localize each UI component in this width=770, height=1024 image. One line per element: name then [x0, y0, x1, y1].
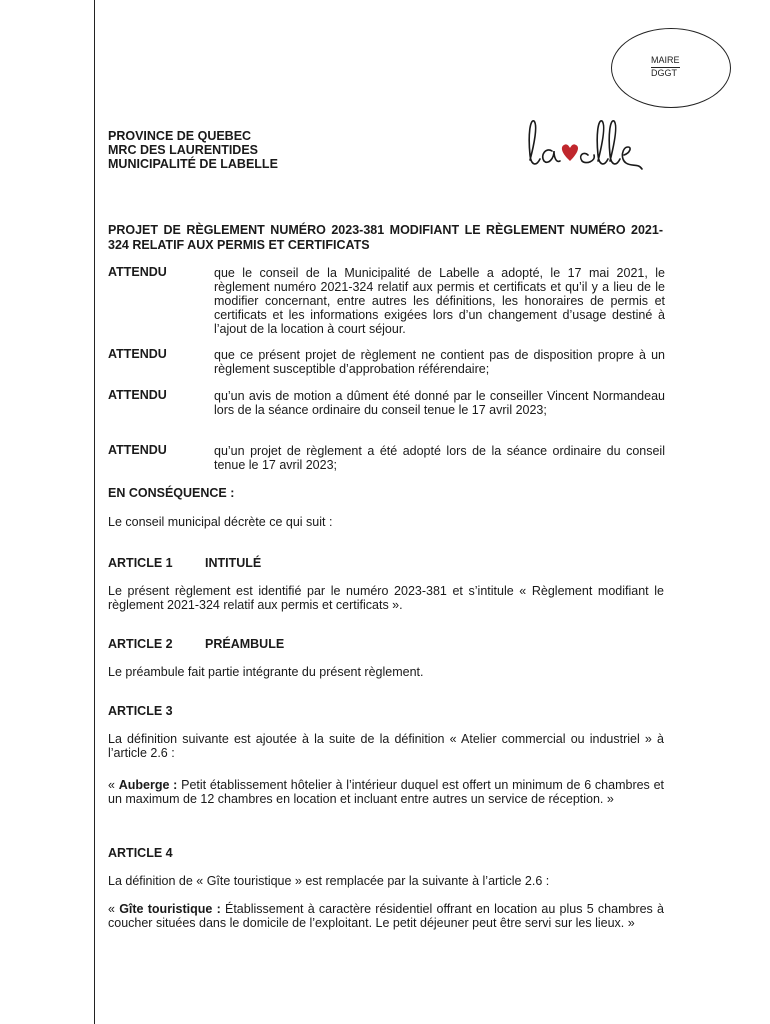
heart-icon	[562, 144, 578, 161]
article-4-intro: La définition de « Gîte touristique » est remplacée par la suivante à l’article 2.6 :	[108, 874, 550, 888]
header-mrc: MRC DES LAURENTIDES	[108, 143, 259, 157]
article-3-intro: La définition suivante est ajoutée à la suite de la définition « Atelier commercial ou industriel » à l’article 2.6 :	[108, 732, 664, 760]
stamp-line-dggt: DGGT	[651, 68, 677, 78]
quote-open: «	[108, 778, 119, 792]
article-4-heading	[108, 846, 173, 860]
article-1-heading	[108, 556, 262, 570]
consequence-heading: EN CONSÉQUENCE :	[108, 486, 235, 500]
attendu-label-2: ATTENDU	[108, 347, 167, 361]
attendu-text-4: qu’un projet de règlement a été adopté lors de la séance ordinaire du conseil tenue le 17 avril 2023;	[214, 444, 665, 472]
stamp-line-maire: MAIRE	[651, 55, 680, 68]
decree-text: Le conseil municipal décrète ce qui suit :	[108, 515, 333, 529]
attendu-text-1: que le conseil de la Municipalité de Labelle a adopté, le 17 mai 2021, le règlement numéro 2021-324 relatif aux permis et certificats et qu’il y a lieu de le modifier concernant, entre autres les définitions, les honoraires de permis et certificats et les informations exigées lors d’un changement d’usage destiné à l’ajout de la location à court séjour.	[214, 266, 665, 336]
labelle-logo	[522, 115, 646, 175]
article-3-number: ARTICLE 3	[108, 704, 173, 718]
article-1-text: Le présent règlement est identifié par le numéro 2023-381 et s’intitule « Règlement modifiant le règlement 2021-324 relatif aux permis et certificats ».	[108, 584, 664, 612]
term-auberge: Auberge :	[118, 778, 178, 792]
definition-auberge: Petit établissement hôtelier à l’intérieur duquel est offert un minimum de 6 chambres et un maximum de 12 chambres en location et incluant entre autres un service de réception. »	[108, 778, 664, 806]
article-4-definition	[108, 902, 664, 930]
article-2-text: Le préambule fait partie intégrante du présent règlement.	[108, 665, 424, 679]
header-municipality: MUNICIPALITÉ DE LABELLE	[108, 157, 278, 171]
attendu-label-1: ATTENDU	[108, 265, 167, 279]
article-1-number: ARTICLE 1	[108, 556, 173, 570]
article-3-heading	[108, 704, 173, 718]
article-4-number: ARTICLE 4	[108, 846, 173, 860]
article-3-definition	[108, 778, 664, 806]
article-2-number: ARTICLE 2	[108, 637, 173, 651]
attendu-label-3: ATTENDU	[108, 388, 167, 402]
header-province: PROVINCE DE QUEBEC	[108, 129, 252, 143]
attendu-text-3: qu’un avis de motion a dûment été donné par le conseiller Vincent Normandeau lors de la séance ordinaire du conseil tenue le 17 avril 2023;	[214, 389, 665, 417]
article-2-title: PRÉAMBULE	[205, 637, 285, 651]
attendu-text-2: que ce présent projet de règlement ne contient pas de disposition propre à un règlement susceptible d’approbation référendaire;	[214, 348, 665, 376]
article-2-heading	[108, 637, 285, 651]
quote-open: «	[108, 902, 120, 916]
attendu-label-4: ATTENDU	[108, 443, 167, 457]
document-title: PROJET DE RÈGLEMENT NUMÉRO 2023-381 MODIFIANT LE RÈGLEMENT NUMÉRO 2021-324 RELATIF AUX PERMIS ET CERTIFICATS	[108, 223, 663, 252]
margin-line	[94, 0, 95, 1024]
term-gite-touristique: Gîte touristique :	[119, 902, 221, 916]
document-header	[108, 129, 278, 171]
stamp-text	[651, 55, 680, 79]
definition-gite-touristique: Établissement à caractère résidentiel offrant en location au plus 5 chambres à coucher situées dans le domicile de l’exploitant. Le petit déjeuner peut être servi sur les lieux. »	[108, 902, 665, 930]
article-1-title: INTITULÉ	[205, 556, 262, 570]
